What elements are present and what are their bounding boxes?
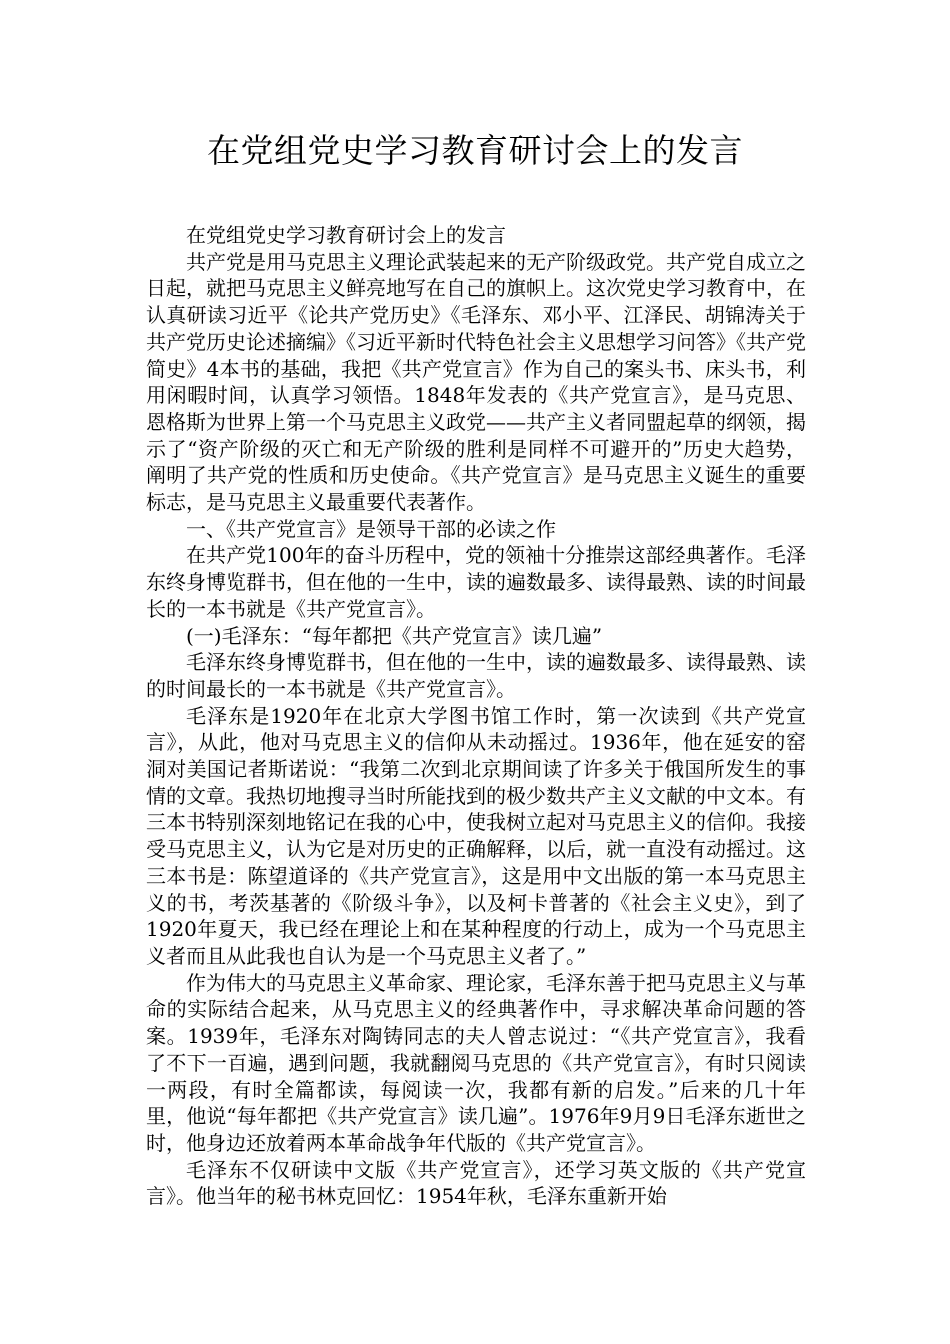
body-paragraph: 毛泽东是1920年在北京大学图书馆工作时，第一次读到《共产党宣言》，从此，他对马克思主义的信仰从未动摇过。1936年，他在延安的窑洞对美国记者斯诺说：“我第二次到北京期间读了许多关于俄国所发生的事情的文章。我热切地搜寻当时所能找到的极少数共产主义文献的中文本。有三本书特别深刻地铭记在我的心中，使我树立起对马克思主义的信仰。我接受马克思主义，认为它是对历史的正确解释，以后，就一直没有动摇过。这三本书是：陈望道译的《共产党宣言》，这是用中文出版的第一本马克思主义的书，考茨基著的《阶级斗争》，以及柯卡普著的《社会主义史》，到了1920年夏天，我已经在理论上和在某种程度的行动上，成为一个马克思主义者而且从此我也自认为是一个马克思主义者了。” <box>146 703 806 968</box>
body-paragraph: 毛泽东终身博览群书，但在他的一生中，读的遍数最多、读得最熟、读的时间最长的一本书就是《共产党宣言》。 <box>146 650 806 701</box>
body-paragraph: 毛泽东不仅研读中文版《共产党宣言》，还学习英文版的《共产党宣言》。他当年的秘书林克回忆：1954年秋，毛泽东重新开始 <box>146 1157 806 1209</box>
document-title: 在党组党史学习教育研讨会上的发言 <box>207 131 743 170</box>
body-paragraph: 在党组党史学习教育研讨会上的发言 <box>186 223 506 247</box>
body-paragraph: 作为伟大的马克思主义革命家、理论家，毛泽东善于把马克思主义与革命的实际结合起来，从马克思主义的经典著作中，寻求解决革命问题的答案。1939年，毛泽东对陶铸同志的夫人曾志说过：“《共产党宣言》，我看了不下一百遍，遇到问题，我就翻阅马克思的《共产党宣言》，有时只阅读一两段，有时全篇都读，每阅读一次，我都有新的启发。”后来的几十年里，他说“每年都把《共产党宣言》读几遍”。1976年9月9日毛泽东逝世之时，他身边还放着两本革命战争年代版的《共产党宣言》。 <box>146 970 806 1155</box>
section-heading: 一、《共产党宣言》是领导干部的必读之作 <box>186 516 556 541</box>
document-body <box>146 222 806 1210</box>
body-paragraph: 在共产党100年的奋斗历程中，党的领袖十分推崇这部经典著作。毛泽东终身博览群书，但在他的一生中，读的遍数最多、读得最熟、读的时间最长的一本书就是《共产党宣言》。 <box>146 543 806 621</box>
body-paragraph: 共产党是用马克思主义理论武装起来的无产阶级政党。共产党自成立之日起，就把马克思主义鲜亮地写在自己的旗帜上。这次党史学习教育中，在认真研读习近平《论共产党历史》《毛泽东、邓小平、江泽民、胡锦涛关于共产党历史论述摘编》《习近平新时代特色社会主义思想学习问答》《共产党简史》4本书的基础，我把《共产党宣言》作为自己的案头书、床头书，利用闲暇时间，认真学习领悟。1848年发表的《共产党宣言》，是马克思、恩格斯为世界上第一个马克思主义政党——共产主义者同盟起草的纲领，揭示了“资产阶级的灭亡和无产阶级的胜利是同样不可避开的”历史大趋势，阐明了共产党的性质和历史使命。《共产党宣言》是马克思主义诞生的重要标志，是马克思主义最重要代表著作。 <box>146 249 806 515</box>
subsection-heading: (一)毛泽东：“每年都把《共产党宣言》读几遍” <box>186 623 603 648</box>
